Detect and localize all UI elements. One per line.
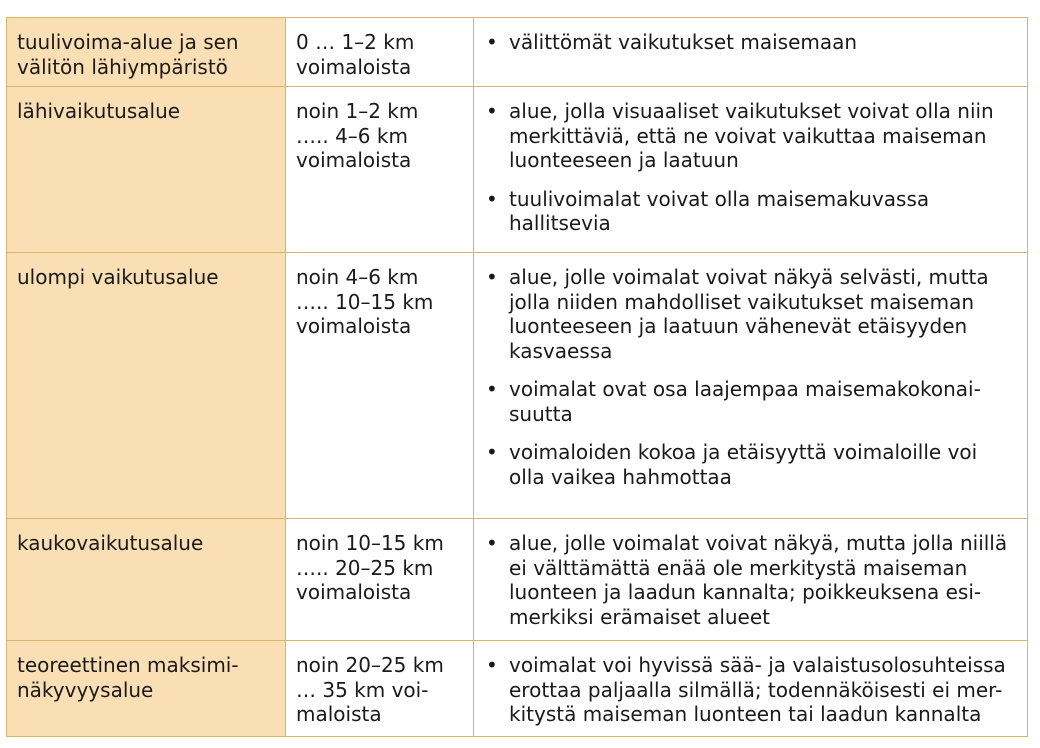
- zone-name: [7, 87, 285, 124]
- zone-name-line: tuulivoima-alue ja sen: [17, 30, 239, 54]
- bullet-text-line: alue, jolle voimalat voivat näkyä, mutta jolla niillä: [509, 531, 1008, 555]
- bullet-icon: •: [486, 531, 498, 555]
- distance-cell: [286, 18, 474, 87]
- distance-cell: [286, 87, 474, 253]
- bullet-text-line: voimalat ovat osa laajempaa maisemakokonai-: [509, 377, 981, 401]
- distance-line: ….. 4–6 km: [296, 123, 408, 148]
- distance-line: … 35 km voi-: [296, 677, 429, 702]
- bullet-icon: •: [486, 30, 498, 54]
- distance-line: noin 20–25 km: [296, 653, 444, 677]
- distance-line: 0 … 1–2 km: [296, 30, 415, 54]
- distance-cell: [286, 519, 474, 641]
- bullet-text-line: luonteen ja laadun kannalta; poikkeuksena esi-: [509, 580, 982, 604]
- distance-text: [286, 519, 473, 605]
- table-row: [7, 519, 1028, 641]
- bullet-list: [474, 641, 1027, 733]
- description-cell: [474, 519, 1028, 641]
- distance-text: [286, 87, 473, 173]
- table-row: [7, 253, 1028, 519]
- bullet-text-line: merkittäviä, että ne voivat vaikuttaa maiseman: [509, 123, 987, 148]
- zone-name: [7, 641, 285, 702]
- bullet-text-line: luonteeseen ja laatuun vähenevät etäisyyden: [509, 314, 968, 338]
- table-row: [7, 87, 1028, 253]
- distance-line: noin 10–15 km: [296, 531, 444, 555]
- bullet-list: [474, 519, 1027, 635]
- description-cell: [474, 253, 1028, 519]
- bullet-text-line: luonteeseen ja laatuun: [509, 148, 739, 172]
- bullet-text-line: jolla niiden mahdolliset vaikutukset maiseman: [509, 289, 975, 314]
- bullet-item: [484, 30, 1017, 55]
- bullet-text-line: kitystä maiseman luonteen tai laadun kannalta: [509, 702, 982, 726]
- bullet-icon: •: [486, 265, 498, 289]
- bullet-icon: •: [486, 377, 498, 401]
- description-cell: [474, 87, 1028, 253]
- bullet-list: [474, 18, 1027, 61]
- zone-name: [7, 253, 285, 290]
- zone-name-cell: [7, 641, 286, 737]
- bullet-list: [474, 253, 1027, 495]
- bullet-text-line: voimaloiden kokoa ja etäisyyttä voimaloille voi: [509, 440, 978, 464]
- zone-name-cell: [7, 87, 286, 253]
- bullet-item: [484, 531, 1017, 629]
- bullet-text-line: merkiksi erämaiset alueet: [509, 604, 771, 629]
- zone-name-line: kaukovaikutusalue: [17, 531, 204, 555]
- bullet-text-line: välittömät vaikutukset maisemaan: [509, 30, 858, 54]
- bullet-item: [484, 653, 1017, 727]
- bullet-text-line: kasvaessa: [509, 338, 613, 363]
- bullet-text-line: olla vaikea hahmottaa: [509, 464, 732, 489]
- description-cell: [474, 641, 1028, 737]
- landscape-impact-zones-table: [6, 17, 1028, 737]
- distance-line: voimaloista: [296, 580, 412, 604]
- bullet-icon: •: [486, 440, 498, 464]
- zone-name-line: näkyvyysalue: [17, 677, 154, 702]
- zone-name-cell: [7, 253, 286, 519]
- zone-name: [7, 519, 285, 556]
- zone-name-line: lähivaikutusalue: [17, 99, 181, 123]
- bullet-item: [484, 99, 1017, 173]
- distance-line: voimaloista: [296, 314, 412, 338]
- distance-line: voimaloista: [296, 54, 412, 79]
- bullet-item: [484, 265, 1017, 363]
- distance-line: ….. 20–25 km: [296, 555, 434, 580]
- distance-cell: [286, 253, 474, 519]
- distance-text: [286, 18, 473, 79]
- bullet-text-line: suutta: [509, 401, 573, 426]
- table-row: [7, 18, 1028, 87]
- bullet-text-line: erottaa paljaalla silmällä; todennäköisesti ei mer-: [509, 677, 1003, 702]
- bullet-icon: •: [486, 99, 498, 123]
- table-row: [7, 641, 1028, 737]
- zone-name-cell: [7, 18, 286, 87]
- bullet-list: [474, 87, 1027, 242]
- bullet-icon: •: [486, 186, 498, 211]
- bullet-text-line: alue, jolle voimalat voivat näkyä selvästi, mutta: [509, 265, 989, 289]
- distance-text: [286, 253, 473, 339]
- bullet-text-line: alue, jolla visuaaliset vaikutukset voivat olla niin: [509, 99, 994, 123]
- zone-name-line: välitön lähiympäristö: [17, 54, 228, 79]
- description-cell: [474, 18, 1028, 87]
- distance-line: ….. 10–15 km: [296, 289, 434, 314]
- bullet-item: [484, 440, 1017, 489]
- bullet-text-line: ei välttämättä enää ole merkitystä maiseman: [509, 555, 968, 580]
- bullet-item: [484, 187, 1017, 236]
- bullet-text-line: tuulivoimalat voivat olla maisemakuvassa: [509, 186, 930, 211]
- distance-text: [286, 641, 473, 727]
- zone-name-line: ulompi vaikutusalue: [17, 265, 219, 289]
- bullet-item: [484, 377, 1017, 426]
- table-body: [7, 18, 1028, 737]
- bullet-text-line: voimalat voi hyvissä sää- ja valaistusolosuhteissa: [509, 653, 1006, 677]
- bullet-icon: •: [486, 653, 498, 677]
- zone-name-cell: [7, 519, 286, 641]
- distance-line: noin 4–6 km: [296, 265, 419, 289]
- zone-name: [7, 18, 285, 79]
- distance-cell: [286, 641, 474, 737]
- distance-line: voimaloista: [296, 148, 412, 172]
- distance-line: maloista: [296, 702, 382, 726]
- zone-name-line: teoreettinen maksimi-: [17, 653, 239, 677]
- bullet-text-line: hallitsevia: [509, 211, 611, 235]
- distance-line: noin 1–2 km: [296, 99, 419, 123]
